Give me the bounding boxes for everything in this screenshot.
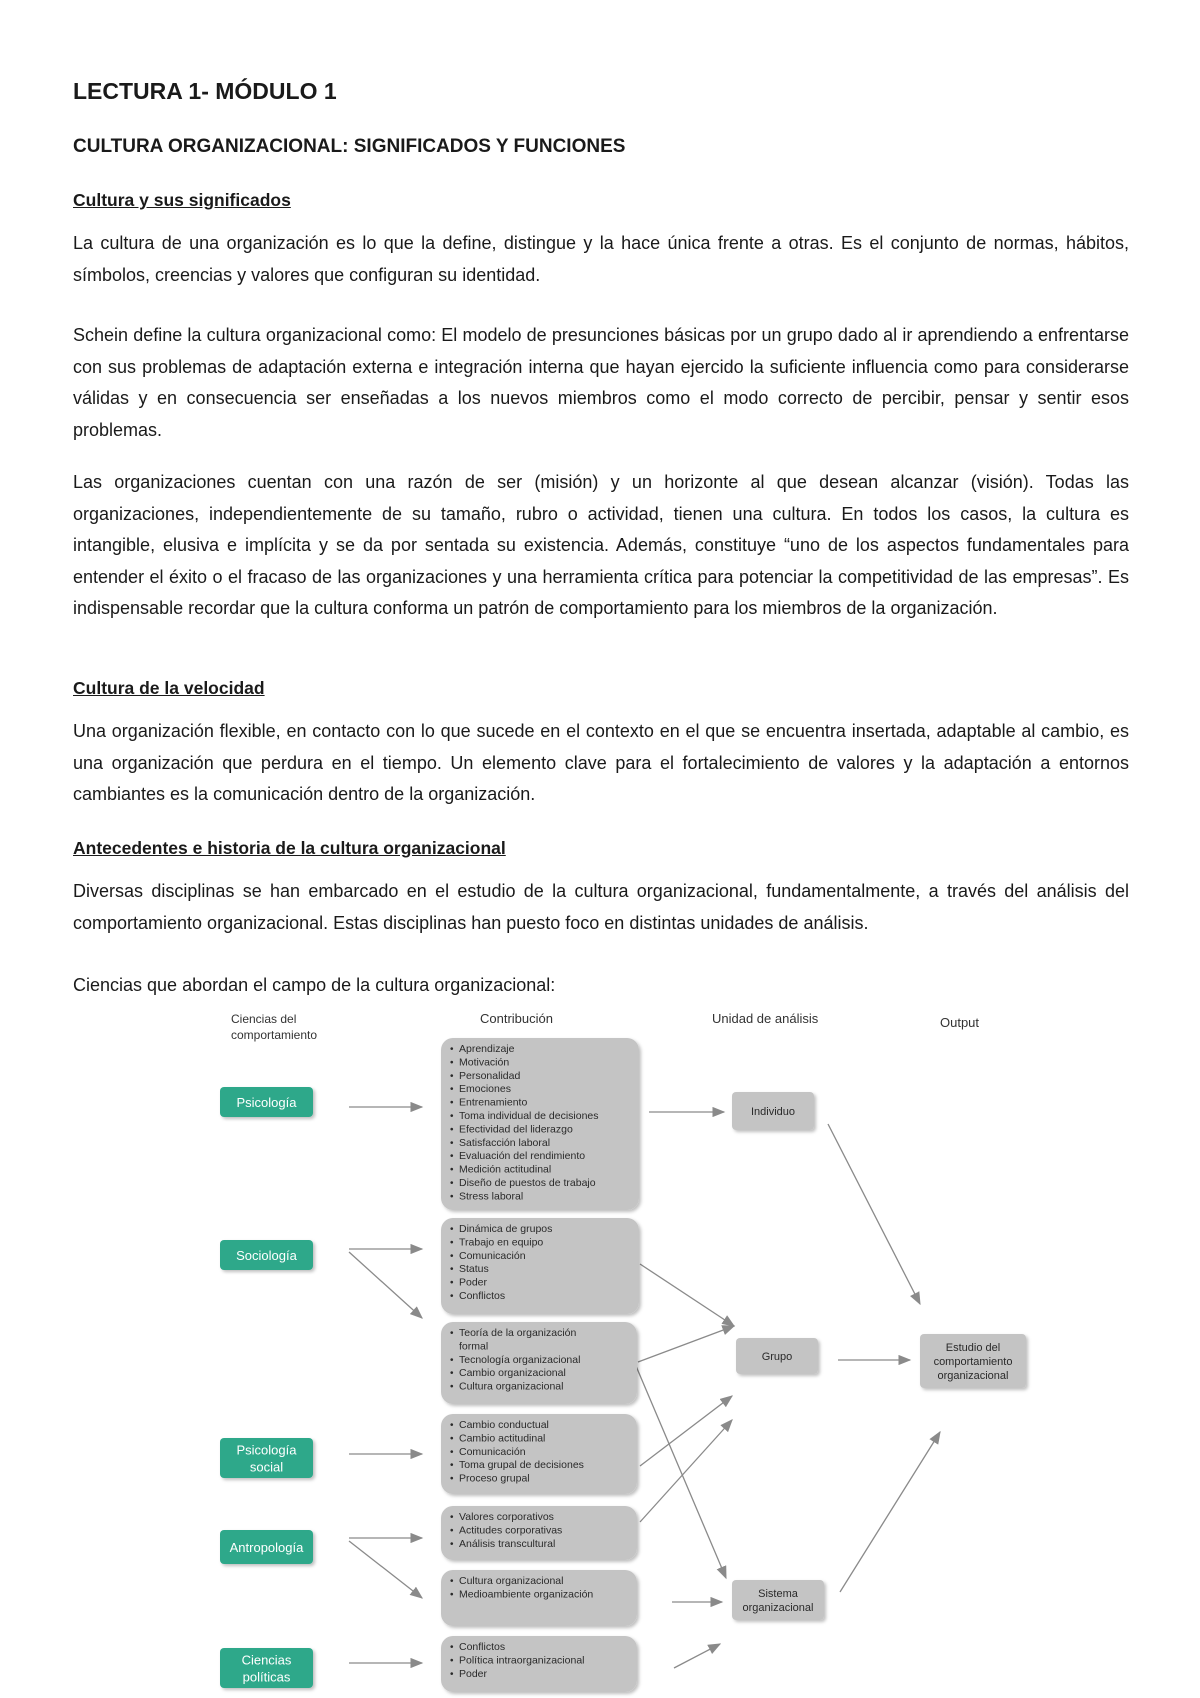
output-label: Estudio del [945, 1342, 1001, 1354]
arrow-connector [349, 1541, 422, 1598]
contribution-item: Cultura organizacional [459, 1575, 564, 1587]
output-label: organizacional [937, 1370, 1009, 1382]
unit-box-bg [732, 1580, 824, 1620]
contribution-item: Cultura organizacional [459, 1380, 564, 1393]
contribution-box [441, 1038, 639, 1210]
contribution-item: Conflictos [459, 1641, 506, 1653]
contribution-box [441, 1506, 637, 1560]
contribution-item: Evaluación del rendimiento [459, 1150, 586, 1163]
bullet-icon: • [450, 1178, 454, 1189]
bullet-icon: • [450, 1655, 454, 1667]
science-box [220, 1530, 313, 1564]
contribution-box [441, 1570, 637, 1626]
arrow-connector [636, 1366, 726, 1578]
contribution-item: Motivación [459, 1056, 510, 1069]
bullet-icon: • [450, 1224, 454, 1235]
contribution-item: Emociones [459, 1083, 511, 1096]
contribution-item: Dinámica de grupos [459, 1223, 553, 1235]
output-label: comportamiento [933, 1356, 1013, 1368]
section-heading: Cultura de la velocidad [73, 678, 265, 698]
bullet-icon: • [450, 1291, 454, 1302]
unit-label: Sistema [758, 1588, 798, 1600]
contribution-item: Medición actitudinal [459, 1163, 552, 1176]
bullet-icon: • [450, 1070, 454, 1082]
contribution-item: formal [459, 1340, 489, 1353]
arrow-connector [674, 1644, 720, 1668]
output-box [920, 1334, 1026, 1388]
contribution-item: Diseño de puestos de trabajo [459, 1177, 596, 1189]
science-box [220, 1240, 313, 1270]
bullet-icon: • [450, 1111, 454, 1122]
bullet-icon: • [450, 1420, 454, 1431]
section-heading: Cultura y sus significados [73, 190, 291, 210]
paragraph: Schein define la cultura organizacional como: El modelo de presunciones básicas por un grupo dado al ir aprendiendo a enfrentarse con sus problemas de adaptación externa e integración interna que hayan ejercido la suficiente influencia como para considerarse válidas y en consecuencia ser enseñadas a los nuevos miembros como el modo correcto de percibir, pensar y sentir esos problemas. [73, 325, 1129, 440]
arrow-connector [640, 1264, 734, 1326]
bullet-icon: • [450, 1460, 454, 1472]
paragraph: Una organización flexible, en contacto con lo que sucede en el contexto en el que se encuentra insertada, adaptable al cambio, es una organización que perdura en el tiempo. Un elemento clave para el fortalecimiento de valores y la adaptación a entornos cambiantes es la comunicación dentro de la organización. [73, 721, 1129, 804]
document-title: LECTURA 1- MÓDULO 1 [73, 78, 337, 104]
contribution-item: Status [459, 1263, 489, 1276]
contribution-box [441, 1322, 637, 1404]
contribution-item: Cambio organizacional [459, 1367, 566, 1380]
science-box [220, 1438, 313, 1478]
contribution-item: Entrenamiento [459, 1096, 528, 1109]
bullet-icon: • [450, 1137, 454, 1149]
unit-box [732, 1580, 824, 1620]
bullet-icon: • [450, 1368, 454, 1380]
contribution-item: Actitudes corporativas [459, 1524, 563, 1537]
bullet-icon: • [450, 1264, 454, 1276]
science-label: Sociología [236, 1248, 297, 1263]
unit-box [736, 1338, 818, 1374]
bullet-icon: • [450, 1381, 454, 1393]
contribution-item: Comunicación [459, 1445, 526, 1458]
contribution-item: Cambio actitudinal [459, 1432, 546, 1445]
paragraph: Ciencias que abordan el campo de la cultura organizacional: [73, 975, 556, 995]
bullet-icon: • [450, 1576, 454, 1587]
contribution-item: Personalidad [459, 1069, 521, 1082]
unit-label: Individuo [750, 1106, 796, 1118]
contribution-item: Aprendizaje [459, 1043, 515, 1055]
contribution-item: Teoría de la organización [459, 1327, 577, 1339]
bullet-icon: • [450, 1084, 454, 1096]
column-header-sciences: Ciencias del [231, 1012, 297, 1026]
science-label: Ciencias [241, 1652, 292, 1668]
bullet-icon: • [450, 1164, 454, 1176]
arrow-connector [349, 1252, 422, 1318]
bullet-icon: • [450, 1124, 454, 1136]
science-box [220, 1087, 313, 1117]
unit-label: Grupo [761, 1351, 793, 1363]
bullet-icon: • [450, 1473, 454, 1485]
paragraph: Las organizaciones cuentan con una razón de ser (misión) y un horizonte al que desean alcanzar (visión). Todas las organizaciones, independientemente de su tamaño, rubro o actividad, tienen una cultura. En todos los casos, la cultura es intangible, elusiva e implícita y se da por sentada su existencia. Además, constituye “uno de los aspectos fundamentales para entender el éxito o el fracaso de las organizaciones y una herramienta crítica para potenciar la competitividad de las empresas”. Es indispensable recordar que la cultura conforma un patrón de comportamiento para los miembros de la organización. [73, 472, 1129, 618]
contribution-item: Conflictos [459, 1290, 506, 1302]
contribution-box [441, 1414, 637, 1494]
bullet-icon: • [450, 1277, 454, 1289]
column-header-output: Output [940, 1015, 980, 1030]
contribution-item: Satisfacción laboral [459, 1136, 551, 1149]
bullet-icon: • [450, 1446, 454, 1458]
document-subtitle: CULTURA ORGANIZACIONAL: SIGNIFICADOS Y FUNCIONES [73, 136, 626, 157]
contribution-item: Valores corporativos [459, 1511, 554, 1523]
bullet-icon: • [450, 1668, 454, 1680]
science-label: Antropología [229, 1540, 304, 1555]
science-label: social [249, 1459, 284, 1475]
unit-label: organizacional [742, 1602, 814, 1614]
bullet-icon: • [450, 1151, 454, 1163]
column-header-contribution: Contribución [480, 1011, 553, 1026]
contribution-item: Toma grupal de decisiones [459, 1459, 584, 1472]
bullet-icon: • [450, 1589, 454, 1601]
bullet-icon: • [450, 1044, 454, 1055]
bullet-icon: • [450, 1538, 454, 1550]
bullet-icon: • [450, 1250, 454, 1262]
contribution-item: Comunicación [459, 1249, 526, 1262]
bullet-icon: • [450, 1525, 454, 1537]
paragraph: Diversas disciplinas se han embarcado en el estudio de la cultura organizacional, fundamentalmente, a través del análisis del comportamiento organizacional. Estas disciplinas han puesto foco en distintas unidades de análisis. [73, 881, 1129, 933]
diagram-connectors [349, 1107, 940, 1668]
arrow-connector [640, 1420, 732, 1522]
unit-box [732, 1092, 814, 1130]
column-header-unit: Unidad de análisis [712, 1011, 819, 1026]
contribution-item: Análisis transcultural [459, 1537, 556, 1550]
contribution-item: Stress laboral [459, 1190, 524, 1203]
science-box [220, 1648, 313, 1688]
arrow-connector [828, 1124, 920, 1304]
contribution-item: Toma individual de decisiones [459, 1110, 599, 1122]
bullet-icon: • [450, 1191, 454, 1203]
contribution-box [441, 1218, 639, 1314]
science-label: políticas [242, 1669, 291, 1685]
bullet-icon: • [450, 1328, 454, 1339]
contribution-item: Medioambiente organización [459, 1588, 594, 1601]
contribution-box [441, 1636, 637, 1692]
contribution-item: Proceso grupal [459, 1472, 530, 1485]
arrow-connector [638, 1326, 734, 1362]
contribution-item: Poder [459, 1276, 488, 1289]
contribution-item: Poder [459, 1667, 488, 1680]
bullet-icon: • [450, 1433, 454, 1445]
contribution-item: Cambio conductual [459, 1419, 549, 1431]
section-heading: Antecedentes e historia de la cultura organizacional [73, 838, 506, 858]
column-header-sciences: comportamiento [231, 1028, 318, 1042]
arrow-connector [840, 1432, 940, 1592]
science-label: Psicología [236, 1095, 297, 1110]
contribution-item: Política intraorganizacional [459, 1654, 585, 1667]
contribution-item: Tecnología organizacional [459, 1353, 581, 1366]
bullet-icon: • [450, 1354, 454, 1366]
bullet-icon: • [450, 1642, 454, 1653]
diagram-nodes [220, 1011, 1026, 1692]
science-label: Psicología [236, 1442, 297, 1458]
bullet-icon: • [450, 1097, 454, 1109]
paragraph: La cultura de una organización es lo que la define, distingue y la hace única frente a otras. Es el conjunto de normas, hábitos, símbolos, creencias y valores que configuran su identidad. [73, 233, 1129, 285]
contribution-item: Trabajo en equipo [459, 1236, 544, 1249]
bullet-icon: • [450, 1512, 454, 1523]
contribution-item: Efectividad del liderazgo [459, 1123, 573, 1136]
bullet-icon: • [450, 1237, 454, 1249]
bullet-icon: • [450, 1057, 454, 1069]
